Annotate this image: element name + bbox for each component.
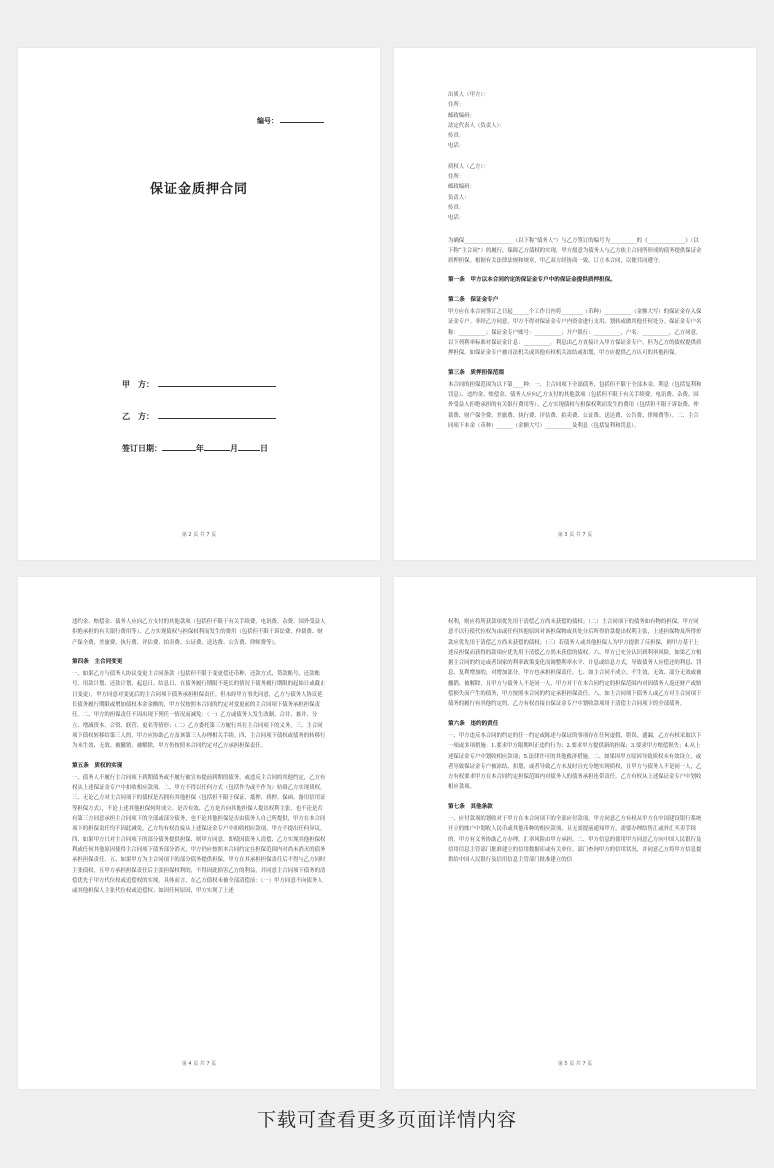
page-number: 第 2 页 共 7 页 xyxy=(181,532,217,538)
info-line: 电话： xyxy=(448,215,465,222)
contract-number-label: 编号： xyxy=(257,117,278,125)
continued-paragraph: 权利，则应将所获款项优先用于清偿乙方尚未获偿的债权；（二）主合同项下的债务如有物的担保，甲方同意不以行使代位权为由或任何其他原因对该担保物或其处分后所得价款提出权利主张，上述担保物及所得价款应优先用于清偿乙方尚未获偿的债权；（三）若债务人或其他担保人为甲方提供了反担保，则甲方基于上述反担保而获得的款项应优先用于清偿乙方尚未获偿的债权。六、甲方已充分认识到利率风险，如果乙方根据主合同的约定或者国家的利率政策变化而调整利率水平、计息或结息方式，导致债务人应偿还的利息、罚息、复利增加的，对增加部分，甲方也承担担保责任。七、如主合同不成立、不生效、无效、部分无效或被撤销、被解除，且甲方与债务人不是同一人，甲方对于在本合同约定的担保范围内对因债务人返还财产或赔偿损失而产生的债务，甲方按照本合同的约定承担担保责任。八、如主合同项下债务人或乙方对主合同项下债务的履行有其他约定的，乙方有权直接自保证金专户中划收款项用于清偿主合同项下的全部债务。 xyxy=(448,619,702,708)
party-b-line xyxy=(158,410,276,419)
party-a-label: 甲 方： xyxy=(122,380,154,389)
contract-number-line xyxy=(280,116,324,123)
page-number: 第 3 页 共 7 页 xyxy=(557,532,593,538)
info-line: 邮政编码： xyxy=(448,184,475,191)
article-7-title: 第七条 其他条款 xyxy=(448,803,493,810)
article-3-text: 本合同的担保范围为以下第____种：一、主合同项下全部债务，包括但不限于全部本金、利息（包括复利和罚息）、违约金、赔偿金、债务人应向乙方支付的其他款项（包括但不限于有关手续费、电讯费、杂费、国外受益人拒绝承担的有关银行费用等）、乙方实现债权与担保权利而发生的费用（包括但不限于诉讼费、仲裁费、财产保全费、差旅费、执行费、评估费、拍卖费、公证费、送达费、公告费、律师费等）。二、主合同项下本金（币种）______（金额大写）__________及利息（包括复利和罚息）。 xyxy=(448,381,702,430)
page-number: 第 5 页 共 7 页 xyxy=(557,1061,593,1067)
year-label: 年 xyxy=(196,444,204,453)
article-2-text: 甲方应在本合同签订之日起______个工作日内将________（币种）__________（金额大写）的保证金存入保证金专户。非经乙方同意，甲方不得对保证金专户内资金进行支用、划转或做其他任何处分。保证金专户名称：__________；保证金专户账号：__________；开户银行：__________，户名：__________，乙方同意，以下列利率标准对保证金计息：__________。利息由乙方直接计入甲方保证金专户，但为乙方的债权提供质押担保。如保证金专户被司法机关或其他有权机关冻结或扣划，甲方应提供乙方认可的其他担保。 xyxy=(448,309,702,357)
info-line: 住所： xyxy=(448,174,465,181)
page-5 xyxy=(394,577,756,1089)
article-5-text: 一、债务人不履行主合同项下到期债务或不履行被宣布提前到期的债务，或违反主合同的其他约定，乙方有权从上述保证金专户中扣收相应款项。二、甲方不得以任何方式（包括作为或不作为）妨碍乙方实现质权。三、无论乙方对主合同项下的债权是否拥有其他担保（包括但不限于保证、抵押、质押、保函、备用信用证等担保方式），不论上述其他担保何时成立、是否有效、乙方是否向其他担保人提出权利主张，也不论是否有第三方同意承担主合同项下的全部或部分债务，也不论其他担保是否由债务人自己所提供，甲方在本合同项下的担保责任均不因此减免，乙方均有权直接从上述保证金专户中扣收相应款项，甲方不提出任何异议。四、如果甲方只对主合同项下的部分债务提供担保，则甲方同意，即使因债务人清偿、乙方实现其他担保权利或任何其他原因使得主合同项下债务部分消灭，甲方仍应按照本合同约定在担保范围内对尚未消灭的债务承担担保责任。五、如果甲方为主合同项下的部分债务提供担保，甲方在其承担担保责任后不得与乙方同时主张债权，且甲方承担担保责任后主张担保权利的，不得因此损害乙方的利益，并同意主合同项下债务的清偿优先于甲方代位权或追偿权的实现。具体而言，在乙方债权未被全部清偿前：（一）甲方同意不向债务人或其他担保人主张代位权或追偿权；如因任何原因，甲方实现了上述 xyxy=(72,774,326,895)
article-4-text: 一、如果乙方与债务人协议变更主合同条款（包括但不限于变更偿还币种、还款方式、贷款账号、还款账号、用款计划、还款计划、起息日、结息日、在债务履行期限不延长的情况下债务履行期限的起始日或截止日变更），甲方同意对变更后的主合同项下债务承担担保责任。但未经甲方事先同意，乙方与债务人协议延长债务履行期限或增加债权本金金额的，甲方仅按照本合同的约定对变更前的主合同项下债务承担担保责任。二、甲方的担保责任不因出现下列任一情况而减免：（一）乙方或债务人发生改制、合并、兼并、分立、增减资本、合资、联营、更名等情形；（二）乙方委托第三方履行其在主合同项下的义务。三、主合同项下债权转移给第三人的，甲方应协助乙方及该第三人办理相关手续。四、主合同项下债权或债务的转移行为未生效、无效、被撤销、被解除，甲方仍按照本合同约定对乙方承担担保责任。 xyxy=(72,671,326,750)
page-5-body xyxy=(448,617,704,866)
month-line xyxy=(204,442,230,451)
party-b-label: 乙 方： xyxy=(122,412,154,421)
day-label: 日 xyxy=(260,444,268,453)
document-title: 保证金质押合同 xyxy=(149,182,248,197)
article-6-text: 一、甲方违反本合同的约定的任一约定或陈述与保证的事项存在任何虚假、错误、遗漏，乙方有权采取以下一项或多项措施：1.要求甲方限期纠正违约行为；2.要求甲方提供新的担保；3.要求甲方赔偿损失；4.从上述保证金专户中划收相应款项；5.法律许可的其他救济措施。二、如果因甲方原因导致质权未有效设立，或者导致保证金专户被冻结、扣划，或者导致乙方未及时且充分地实现质权，且甲方与债务人不是同一人，乙方有权要求甲方在本合同约定担保范围内对债务人的债务承担连带责任。乙方有权从上述保证金专户中划收相应款项。 xyxy=(448,732,702,791)
party-b-row xyxy=(122,410,276,422)
continued-paragraph: 违约金、赔偿金、债务人应向乙方支付的其他款项（包括但不限于有关手续费、电讯费、杂费、国外受益人拒绝承担的有关银行费用等）、乙方实现债权与担保权利而发生的费用（包括但不限于诉讼费、仲裁费、财产保全费、差旅费、执行费、评估费、拍卖费、公证费、送达费、公告费、律师费等）。 xyxy=(72,619,326,646)
download-more-banner[interactable]: 下载可查看更多页面详情内容 xyxy=(256,1109,517,1131)
page-4 xyxy=(18,577,380,1089)
info-line: 质权人（乙方）： xyxy=(448,163,489,170)
page-cover xyxy=(18,48,380,560)
spacer xyxy=(448,152,704,162)
day-line xyxy=(238,442,260,451)
month-label: 月 xyxy=(230,444,238,453)
article-3-title: 第三条 质押担保范围 xyxy=(448,369,504,376)
info-line: 出质人（甲方）： xyxy=(448,92,489,98)
info-line: 电话： xyxy=(448,143,465,150)
page-4-body xyxy=(72,617,328,896)
info-line: 邮政编码： xyxy=(448,112,475,119)
article-5-title: 第五条 质权的实现 xyxy=(72,762,123,769)
article-1-title: 第一条 甲方以本合同约定的保证金专户中的保证金提供质押担保。 xyxy=(448,277,616,284)
page-number: 第 4 页 共 7 页 xyxy=(181,1061,217,1067)
info-line: 传真： xyxy=(448,204,465,211)
page-3 xyxy=(394,48,756,560)
info-line: 传真： xyxy=(448,133,465,140)
sign-date-label: 签订日期： xyxy=(122,444,162,453)
article-6-title: 第六条 违约的责任 xyxy=(448,720,499,727)
sign-date-row xyxy=(122,442,268,454)
info-line: 法定代表人（负责人）： xyxy=(448,122,505,129)
info-line: 负责人： xyxy=(448,194,470,201)
year-line xyxy=(162,442,196,451)
article-2-title: 第二条 保证金专户 xyxy=(448,296,499,303)
info-line: 住所： xyxy=(448,102,465,109)
article-7-text: 一、应付款项的划收对于甲方在本合同项下的全部应付款项，甲方同意乙方有权从甲方在中国建设银行系统开立的账户中划收人民币或其他币种的相应款项，且无需提前通知甲方。需要办理结售汇或外汇买卖手续的，甲方有义务协助乙方办理，汇率风险由甲方承担。二、甲方信息的使用甲方同意乙方向中国人民银行及信用信息主管部门批准建立的信用数据库或有关单位、部门查询甲方的信用状况，并同意乙方将甲方信息提供给中国人民银行及信用信息主管部门批准建立的信 xyxy=(448,816,702,864)
party-a-row xyxy=(122,378,276,390)
article-4-title: 第四条 主合同变更 xyxy=(72,658,123,665)
contract-number xyxy=(257,116,324,126)
intro-paragraph: 为确保__________________（以下称“债务人”）与乙方签订的编号为__________的《______________》（以下称“主合同”）的履行，保障乙方债权的实现，甲方愿意为债务人与乙方依主合同所形成的债务提供保证金质押担保。根据有关法律法规和规章，甲乙双方经协商一致，订立本合同，以便共同遵守。 xyxy=(448,237,702,265)
page-3-body xyxy=(448,90,704,431)
party-a-line xyxy=(158,378,276,387)
